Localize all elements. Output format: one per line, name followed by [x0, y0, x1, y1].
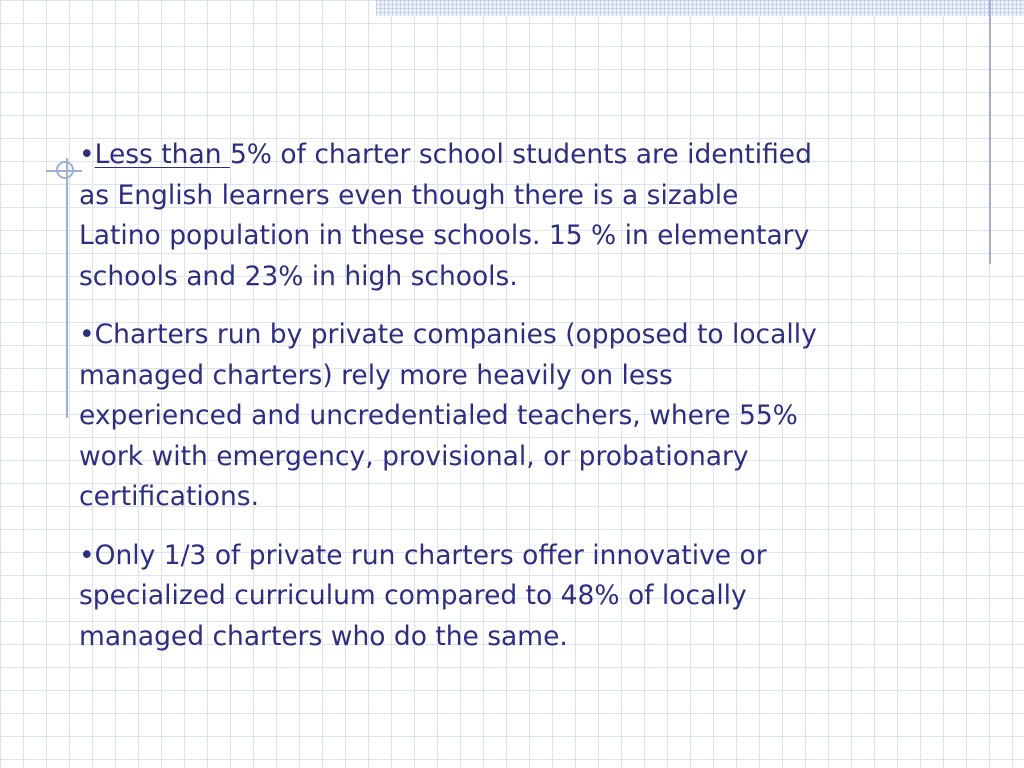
underlined-phrase: Less than: [94, 139, 230, 170]
bullet-item-3: [79, 536, 819, 658]
bullet-marker: •: [79, 139, 95, 170]
slide-body: [79, 135, 819, 675]
bullet-item-1: [79, 135, 819, 297]
bullet-marker: •: [79, 539, 95, 571]
bullet-text: Only 1/3 of private run charters offer innovative or specialized curriculum compared to 48% of locally managed charters who do the same.: [79, 539, 767, 652]
bullet-item-2: [79, 315, 819, 518]
right-vertical-rule: [989, 0, 991, 264]
bullet-text: 5% of charter school students are identified as English learners even though there is a sizable Latino population in these schools. 15 % in elementary schools and 23% in high schools.: [79, 139, 812, 292]
ring-ornament-icon: [56, 161, 74, 179]
bullet-text: Charters run by private companies (opposed to locally managed charters) rely more heavily on less experienced and uncredentialed teachers, where 55% work with emergency, provisional, or probationary certifications.: [79, 319, 817, 512]
top-pattern-band: [376, 0, 1024, 16]
bullet-marker: •: [79, 319, 95, 350]
left-vertical-rule: [66, 158, 68, 418]
